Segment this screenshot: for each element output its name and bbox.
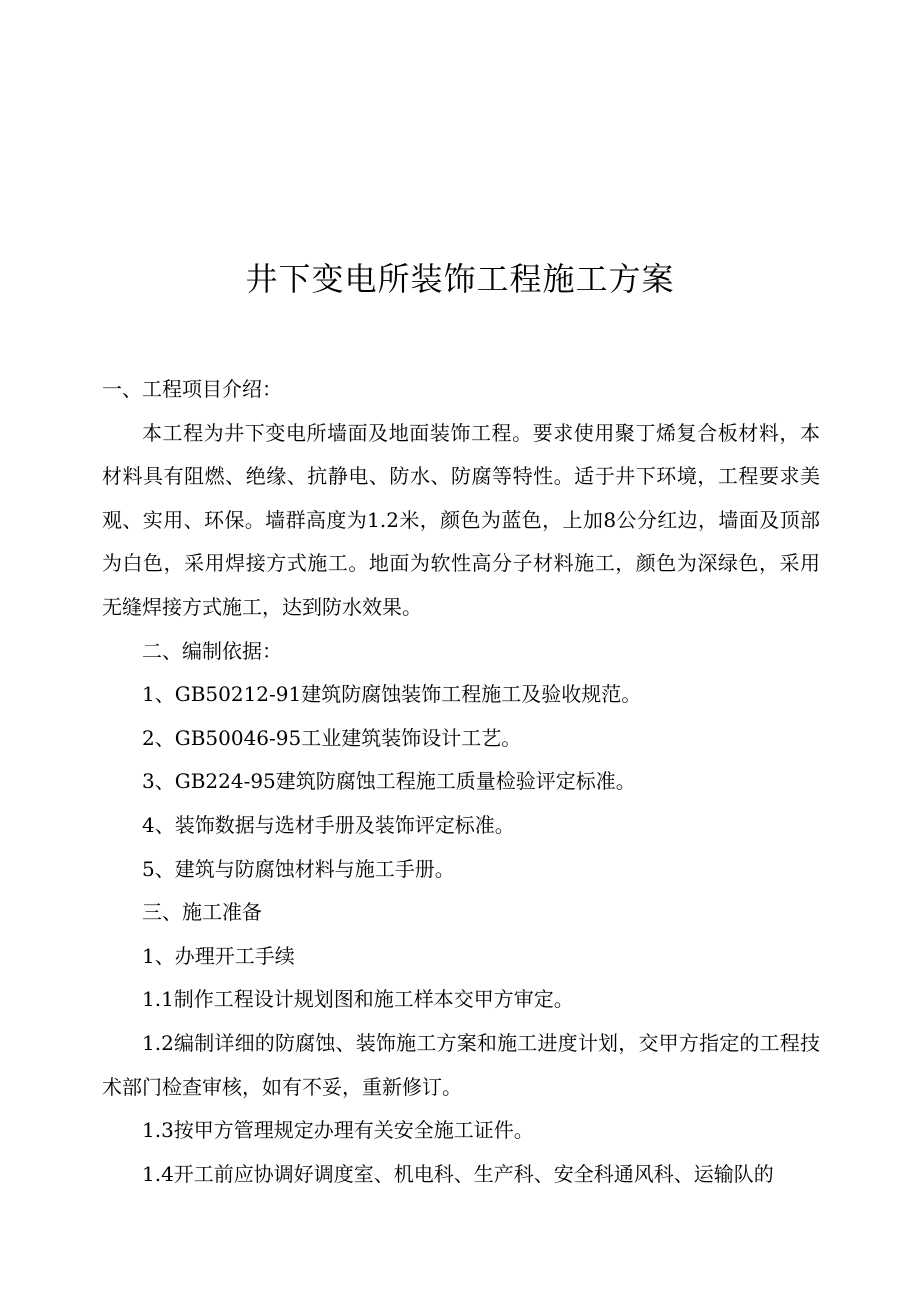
document-title: 井下变电所装饰工程施工方案 <box>245 260 675 298</box>
subsection-heading-permits: 1、办理开工手续 <box>142 943 295 968</box>
list-item-basis-2: 2、GB50046-95工业建筑装饰设计工艺。 <box>142 725 522 750</box>
list-item-basis-3: 3、GB224-95建筑防腐蚀工程施工质量检验评定标准。 <box>142 769 636 794</box>
list-item-1-2: 1.2编制详细的防腐蚀、装饰施工方案和施工进度计划，交甲方指定的工程技术部门检查审核，如有不妥，重新修订。 <box>102 1030 820 1099</box>
list-item-basis-1: 1、GB50212-91建筑防腐蚀装饰工程施工及验收规范。 <box>142 682 642 707</box>
list-item-basis-5: 5、建筑与防腐蚀材料与施工手册。 <box>142 856 455 881</box>
list-item-1-4: 1.4开工前应协调好调度室、机电科、生产科、安全科通风科、运输队的 <box>142 1161 774 1186</box>
section-heading-project-intro: 一、工程项目介绍： <box>102 377 282 401</box>
section-heading-preparation: 三、施工准备 <box>142 900 262 925</box>
list-item-basis-4: 4、装饰数据与选材手册及装饰评定标准。 <box>142 812 515 837</box>
document-body <box>102 368 820 1196</box>
section-heading-basis: 二、编制依据： <box>142 638 282 663</box>
list-item-1-1: 1.1制作工程设计规划图和施工样本交甲方审定。 <box>142 987 574 1012</box>
list-item-1-3: 1.3按甲方管理规定办理有关安全施工证件。 <box>142 1118 534 1143</box>
paragraph-project-description: 本工程为井下变电所墙面及地面装饰工程。要求使用聚丁烯复合板材料，本材料具有阻燃、绝缘、抗静电、防水、防腐等特性。适于井下环境，工程要求美观、实用、环保。墙群高度为1.2米，颜色为蓝色，上加8公分红边，墙面及顶部为白色，采用焊接方式施工。地面为软性高分子材料施工，颜色为深绿色，采用无缝焊接方式施工，达到防水效果。 <box>102 420 820 619</box>
